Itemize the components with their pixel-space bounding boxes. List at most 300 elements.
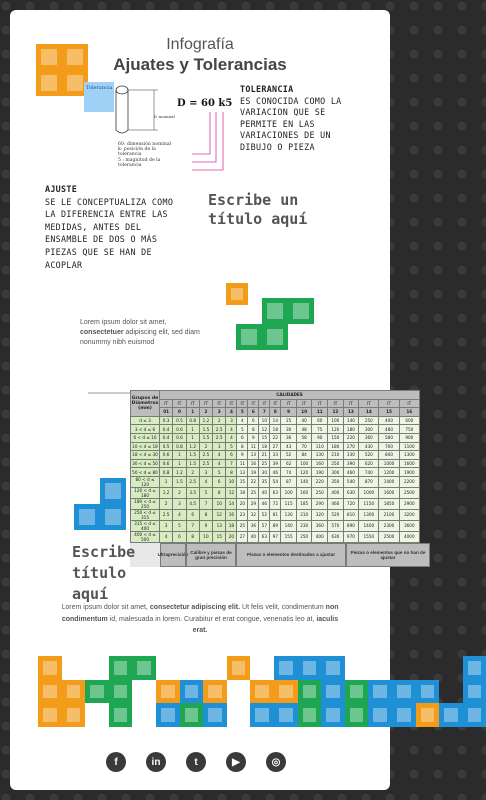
table-row: [131, 509, 420, 520]
table-cell: 18: [270, 425, 281, 434]
table-cell: 18: [226, 520, 237, 531]
table-cell: 2: [173, 487, 186, 498]
table-quality-header: 7: [259, 408, 270, 417]
table-cell: 520: [328, 509, 344, 520]
table-cell: 4: [226, 433, 237, 442]
tetris-block: [463, 680, 486, 704]
tetris-block: [416, 680, 440, 704]
table-cell: 2500: [399, 487, 419, 498]
table-row: [131, 416, 420, 425]
table-cell: 300: [328, 468, 344, 477]
table-cell: 2.5: [213, 433, 226, 442]
table-cell: 580: [379, 433, 399, 442]
lorem-bottom-text-2: Ut felis velit, condimentum: [242, 604, 324, 611]
table-cell: 1900: [399, 468, 419, 477]
table-cell: 10: [259, 416, 270, 425]
table-cell: 630: [328, 531, 344, 542]
table-cell: 0.6: [173, 433, 186, 442]
table-cell: 350: [328, 476, 344, 487]
table-row: [131, 487, 420, 498]
linkedin-icon[interactable]: in: [146, 752, 166, 772]
table-cell: 8: [248, 425, 259, 434]
table-cell: 6: [226, 451, 237, 460]
table-cell: 360: [359, 433, 379, 442]
facebook-icon[interactable]: f: [106, 752, 126, 772]
table-cell: 3: [160, 520, 173, 531]
table-cell: 100: [328, 416, 344, 425]
table-cell: 29: [248, 498, 259, 509]
table-cell: 100: [281, 487, 297, 498]
ajuste-heading: AJUSTE: [45, 184, 78, 194]
table-cell: 20: [237, 498, 248, 509]
ajuste-body: SE LE CONCEPTUALIZA COMO LA DIFERENCIA ENTRE LAS MEDIDAS, ANTES DEL ENSAMBLE DE DOS O MÁS PIEZAS QUE SE HAN DE ACOPLAR: [45, 196, 174, 270]
tetris-block: [368, 680, 392, 704]
diagram-note-1: 60: dimensión nominal: [118, 142, 172, 147]
tolerance-diagram: [84, 82, 234, 178]
table-cell: 250: [328, 459, 344, 468]
table-cell: 3: [173, 498, 186, 509]
table-cell: 4000: [399, 531, 419, 542]
table-cell: 360: [312, 520, 328, 531]
table-cell: 4.5: [186, 498, 199, 509]
table-cell: 1: [173, 459, 186, 468]
table-cell: 220: [343, 433, 359, 442]
table-cell: 18: [237, 487, 248, 498]
table-cell: 430: [359, 442, 379, 451]
tetris-block: [274, 703, 298, 727]
tetris-block: [298, 656, 322, 680]
table-cell: 72: [270, 498, 281, 509]
table-it-label: IT: [248, 399, 259, 408]
table-row-label: 120 < d ≤ 180: [131, 487, 160, 498]
table-cell: 270: [343, 442, 359, 451]
table-cell: 57: [259, 520, 270, 531]
lorem-bottom-bold-2: non condimentum: [61, 604, 339, 623]
table-cell: 400: [328, 487, 344, 498]
table-cell: 12: [226, 487, 237, 498]
tetris-block: [203, 703, 227, 727]
table-cell: 4: [226, 425, 237, 434]
lorem-small-text-2: adipiscing elit, sed diam nonummy nibh euismod: [80, 329, 200, 346]
table-quality-header: 15: [379, 408, 399, 417]
table-it-label: IT: [160, 399, 173, 408]
table-cell: 210: [296, 509, 312, 520]
table-row-label: 3 < d ≤ 6: [131, 425, 160, 434]
table-row-label: 250 < d ≤ 315: [131, 509, 160, 520]
table-cell: 185: [296, 498, 312, 509]
table-cell: 8: [226, 468, 237, 477]
table-cell: 1400: [379, 476, 399, 487]
table-cell: 9: [248, 433, 259, 442]
table-cell: 32: [248, 509, 259, 520]
table-cell: 63: [259, 531, 270, 542]
table-cell: 19: [248, 468, 259, 477]
table-it-label: IT: [296, 399, 312, 408]
table-row-label: d ≤ 3: [131, 416, 160, 425]
twitter-icon[interactable]: t: [186, 752, 206, 772]
table-cell: 16: [248, 459, 259, 468]
table-cell: 40: [259, 487, 270, 498]
table-cell: 2500: [379, 531, 399, 542]
table-cell: 6: [186, 509, 199, 520]
table-cell: 120: [296, 468, 312, 477]
table-cell: 130: [281, 509, 297, 520]
table-cell: 400: [312, 531, 328, 542]
table-cell: 220: [312, 476, 328, 487]
table-quality-header: 4: [226, 408, 237, 417]
table-cell: 1850: [379, 498, 399, 509]
table-row: [131, 520, 420, 531]
table-cell: 43: [281, 442, 297, 451]
table-cell: 1.5: [199, 425, 212, 434]
table-quality-header: 10: [296, 408, 312, 417]
table-cell: 2.5: [160, 509, 173, 520]
table-cell: 3: [199, 468, 212, 477]
table-cell: 2.5: [213, 425, 226, 434]
table-row: [131, 531, 420, 542]
table-row-label: 6 < d ≤ 10: [131, 433, 160, 442]
table-cell: 10: [213, 498, 226, 509]
table-cell: 290: [312, 498, 328, 509]
tetris-block: [392, 703, 416, 727]
table-it-label: IT: [359, 399, 379, 408]
table-cell: 2300: [379, 520, 399, 531]
table-cell: 81: [270, 509, 281, 520]
tetris-block: [321, 680, 345, 704]
table-cell: 1.2: [199, 416, 212, 425]
table-cell: 140: [296, 476, 312, 487]
table-cell: 2900: [399, 498, 419, 509]
table-cell: 890: [343, 520, 359, 531]
table-cell: 22: [248, 476, 259, 487]
table-cell: 4: [160, 531, 173, 542]
table-quality-header: 9: [281, 408, 297, 417]
table-quality-header: 13: [343, 408, 359, 417]
table-cell: 140: [343, 416, 359, 425]
table-cell: 74: [281, 468, 297, 477]
table-cell: 2100: [379, 509, 399, 520]
table-cell: 22: [270, 433, 281, 442]
lorem-bottom-bold-3: iaculis erat.: [192, 615, 339, 634]
table-cell: 190: [312, 468, 328, 477]
tetris-block: [85, 680, 109, 704]
table-cell: 750: [399, 425, 419, 434]
table-it-label: IT: [259, 399, 270, 408]
placeholder-title-2: Escribe título aquí: [72, 543, 136, 603]
table-row-label: 400 < d ≤ 500: [131, 531, 160, 542]
table-cell: 60: [312, 416, 328, 425]
table-cell: 720: [343, 498, 359, 509]
diagram-note-3: 5 : magnitud de la tolerancia: [118, 157, 161, 168]
table-it-label: IT: [328, 399, 344, 408]
table-cell: 6: [173, 531, 186, 542]
table-cell: 0.3: [160, 416, 173, 425]
table-cell: 3.5: [186, 487, 199, 498]
table-cell: 40: [248, 531, 259, 542]
table-cell: 39: [270, 459, 281, 468]
table-cell: 2200: [399, 476, 419, 487]
table-cell: 0.6: [173, 425, 186, 434]
table-cell: 250: [296, 531, 312, 542]
table-cell: 3: [213, 442, 226, 451]
table-cell: 30: [259, 468, 270, 477]
tetris-block: [38, 703, 62, 727]
lorem-small-text-1: Lorem ipsum dolor sit amet,: [80, 319, 167, 326]
tetris-block: [180, 680, 204, 704]
table-cell: 63: [270, 487, 281, 498]
tetris-block: [156, 703, 180, 727]
table-footer-cell: Piezas o elementos que no han de ajustar: [346, 543, 430, 567]
table-row-label: 180 < d ≤ 250: [131, 498, 160, 509]
table-cell: 8: [186, 531, 199, 542]
table-cell: 1.2: [186, 442, 199, 451]
table-cell: 30: [281, 425, 297, 434]
table-cell: 40: [296, 416, 312, 425]
table-cell: 25: [259, 459, 270, 468]
table-cell: 3200: [399, 509, 419, 520]
table-cell: 8: [199, 509, 212, 520]
tetris-block: [416, 703, 440, 727]
table-cell: 15: [213, 531, 226, 542]
tetris-block: [345, 703, 369, 727]
tetris-block: [250, 703, 274, 727]
table-cell: 1: [160, 476, 173, 487]
table-cell: 160: [296, 487, 312, 498]
table-row: [131, 451, 420, 460]
table-cell: 75: [312, 425, 328, 434]
table-cell: 7: [199, 498, 212, 509]
table-cell: 7: [186, 520, 199, 531]
table-cell: 0.5: [173, 416, 186, 425]
table-cell: 1550: [359, 531, 379, 542]
table-cell: 8: [213, 487, 226, 498]
table-it-label: IT: [312, 399, 328, 408]
table-cell: 16: [226, 509, 237, 520]
table-it-label: IT: [173, 399, 186, 408]
table-row: [131, 442, 420, 451]
table-cell: 160: [312, 459, 328, 468]
table-cell: 0.5: [160, 442, 173, 451]
table-it-label: IT: [213, 399, 226, 408]
tetris-block: [203, 680, 227, 704]
table-cell: 5: [173, 520, 186, 531]
table-row: [131, 476, 420, 487]
table-cell: 1.5: [199, 433, 212, 442]
table-cell: 1: [186, 433, 199, 442]
youtube-icon[interactable]: ▶: [226, 752, 246, 772]
table-cell: 21: [259, 451, 270, 460]
table-cell: 6: [213, 476, 226, 487]
table-cell: 180: [343, 425, 359, 434]
table-quality-header: 01: [160, 408, 173, 417]
table-cell: 4: [173, 509, 186, 520]
diagram-dim-label: D nominal: [154, 114, 175, 119]
table-row-label: 315 < d ≤ 400: [131, 520, 160, 531]
lorem-small-bold: consectetuer: [80, 329, 124, 336]
table-cell: 115: [281, 498, 297, 509]
table-cell: 1.2: [160, 487, 173, 498]
diagram-bore-label: Tolerancia: [86, 85, 113, 91]
table-cell: 480: [379, 425, 399, 434]
table-cell: 8: [237, 442, 248, 451]
diagram-notes: [118, 142, 178, 168]
placeholder-title-1: Escribe un título aquí: [208, 191, 308, 228]
table-cell: 9: [199, 520, 212, 531]
table-cell: 630: [343, 487, 359, 498]
table-cell: 87: [281, 476, 297, 487]
table-cell: 1300: [359, 509, 379, 520]
table-cell: 70: [296, 442, 312, 451]
table-cell: 1600: [399, 459, 419, 468]
table-cell: 6: [237, 433, 248, 442]
table-cell: 0.8: [173, 442, 186, 451]
table-cell: 250: [312, 487, 328, 498]
tetris-block: [132, 656, 156, 680]
table-cell: 520: [359, 451, 379, 460]
table-cell: 52: [281, 451, 297, 460]
table-cell: 11: [248, 442, 259, 451]
table-cell: 130: [312, 451, 328, 460]
table-cell: 1150: [359, 498, 379, 509]
tetris-block: [392, 680, 416, 704]
table-cell: 120: [328, 425, 344, 434]
table-cell: 4: [213, 459, 226, 468]
table-cell: 13: [237, 468, 248, 477]
quality-table: [130, 390, 426, 567]
table-cell: 0.8: [186, 416, 199, 425]
table-cell: 150: [328, 433, 344, 442]
tetris-block: [298, 703, 322, 727]
tetris-block: [109, 703, 133, 727]
table-cell: 600: [399, 416, 419, 425]
table-cell: 0.8: [160, 468, 173, 477]
table-quality-header: 11: [312, 408, 328, 417]
tetris-block: [274, 680, 298, 704]
table-cell: 14: [270, 416, 281, 425]
table-cell: 10: [199, 531, 212, 542]
tetris-block: [156, 680, 180, 704]
table-row: [131, 498, 420, 509]
table-cell: 7: [226, 459, 237, 468]
table-footer-cell: Calibre y piezas de gran precisión: [186, 543, 236, 567]
table-cell: 12: [259, 425, 270, 434]
tetris-block: [439, 703, 463, 727]
table-quality-header: 1: [186, 408, 199, 417]
table-cell: 4: [199, 476, 212, 487]
table-cell: 10: [226, 476, 237, 487]
table-cell: 18: [259, 442, 270, 451]
table-cell: 89: [270, 520, 281, 531]
table-cell: 9: [237, 451, 248, 460]
table-cell: 320: [312, 509, 328, 520]
tetris-block: [62, 703, 86, 727]
table-quality-header: 5: [237, 408, 248, 417]
table-cell: 52: [259, 509, 270, 520]
table-cell: 25: [281, 416, 297, 425]
table-cell: 180: [328, 442, 344, 451]
table-row-label: 50 < d ≤ 80: [132, 469, 158, 475]
table-cell: 870: [359, 476, 379, 487]
table-cell: 36: [248, 520, 259, 531]
table-it-label: IT: [270, 399, 281, 408]
table-cell: 1.5: [173, 476, 186, 487]
table-row-label: 80 < d ≤ 120: [131, 476, 160, 487]
table-cell: 390: [343, 459, 359, 468]
table-cell: 15: [237, 476, 248, 487]
table-cell: 58: [296, 433, 312, 442]
table-cell: 33: [270, 451, 281, 460]
table-cell: 1100: [399, 442, 419, 451]
table-cell: 300: [359, 425, 379, 434]
table-cell: 1200: [379, 468, 399, 477]
lorem-bottom-text-1: Lorem ipsum dolor sit amet,: [61, 604, 148, 611]
table-footer-cell: Ultraprecisión: [160, 543, 186, 567]
table-it-label: IT: [343, 399, 359, 408]
table-cell: 620: [359, 459, 379, 468]
table-header-top: CALIDADES: [160, 391, 420, 400]
table-it-label: IT: [186, 399, 199, 408]
table-cell: 4: [213, 451, 226, 460]
table-cell: 27: [237, 531, 248, 542]
instagram-icon[interactable]: ◎: [266, 752, 286, 772]
table-cell: 0.4: [160, 425, 173, 434]
table-cell: 1000: [359, 487, 379, 498]
table-cell: 84: [296, 451, 312, 460]
table-it-label: IT: [237, 399, 248, 408]
table-cell: 2.5: [199, 459, 212, 468]
table-cell: 570: [328, 520, 344, 531]
lorem-bottom-bold-1: consectetur adipiscing elit.: [149, 604, 241, 611]
table-cell: 5: [226, 442, 237, 451]
table-quality-header: 0: [173, 408, 186, 417]
tetris-block: [62, 680, 86, 704]
table-cell: 11: [237, 459, 248, 468]
table-cell: 740: [359, 468, 379, 477]
table-cell: 1: [173, 451, 186, 460]
table-row: [131, 459, 420, 468]
table-cell: 4: [237, 416, 248, 425]
table-cell: 46: [270, 468, 281, 477]
table-cell: 3600: [399, 520, 419, 531]
tetris-block: [463, 703, 486, 727]
table-cell: 23: [237, 509, 248, 520]
table-cell: 2: [160, 498, 173, 509]
table-cell: 0.6: [160, 459, 173, 468]
table-cell: 2.5: [199, 451, 212, 460]
table-cell: 5: [199, 487, 212, 498]
table-cell: 25: [248, 487, 259, 498]
table-cell: 2: [186, 468, 199, 477]
table-header-left: Grupos de Diámetros (mm): [131, 391, 160, 417]
table-cell: 970: [343, 531, 359, 542]
table-row: [131, 425, 420, 434]
table-quality-header: 14: [359, 408, 379, 417]
table-it-label: IT: [399, 399, 419, 408]
table-cell: 15: [259, 433, 270, 442]
table-cell: 155: [281, 531, 297, 542]
table-row: [131, 433, 420, 442]
table-cell: 90: [312, 433, 328, 442]
ajuste-section: [45, 183, 185, 271]
table-cell: 48: [296, 425, 312, 434]
table-row: [131, 468, 420, 477]
table-cell: 0.4: [160, 433, 173, 442]
table-cell: 35: [259, 476, 270, 487]
table-cell: 900: [399, 433, 419, 442]
table-cell: 0.6: [160, 451, 173, 460]
table-cell: 54: [270, 476, 281, 487]
table-cell: 540: [343, 476, 359, 487]
